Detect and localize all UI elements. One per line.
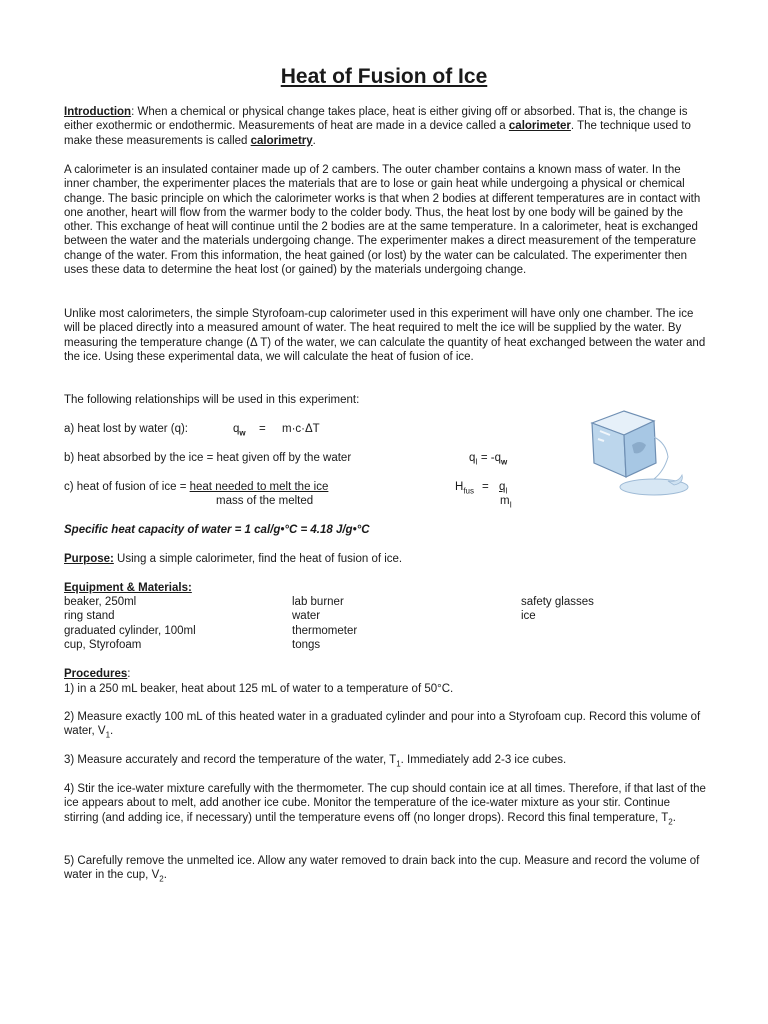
step-2-end: . xyxy=(110,725,114,738)
relation-b-qw-sub: w xyxy=(500,457,508,467)
relation-c-q xyxy=(499,480,512,494)
step-2-sub: 1 xyxy=(105,730,111,740)
step-4-end: . xyxy=(672,811,676,824)
equipment-item: ice xyxy=(521,610,536,623)
relation-a-q-sub: w xyxy=(239,428,246,438)
purpose-text: Using a simple calorimeter, find the heat of fusion of ice. xyxy=(113,553,403,565)
procedures-colon: : xyxy=(127,668,131,680)
relation-c-m-symbol: m xyxy=(500,495,510,507)
ice-cube-icon xyxy=(584,407,692,499)
relation-c-denominator: mass of the melted xyxy=(216,495,314,507)
equipment-item: ring stand xyxy=(64,610,115,623)
relation-b-q: q xyxy=(469,452,476,464)
equipment-item: thermometer xyxy=(292,624,358,637)
intro-text-3: . xyxy=(312,134,316,147)
relation-c-equals: = xyxy=(482,481,489,493)
relation-b-formula xyxy=(469,451,507,465)
intro-paragraph xyxy=(64,105,706,148)
equipment-item: safety glasses xyxy=(521,596,594,608)
equipment-column-2 xyxy=(292,595,357,652)
equipment-column-3 xyxy=(521,595,594,624)
relations-intro: The following relationships will be used in this experiment: xyxy=(64,394,360,406)
step-3-end: . Immediately add 2-3 ice cubes. xyxy=(400,754,567,766)
equipment-heading: Equipment & Materials: xyxy=(64,582,192,594)
relation-c-q-sub: I xyxy=(505,486,508,496)
relation-c-text: c) heat of fusion of ice = xyxy=(64,481,190,493)
step-5-text: 5) Carefully remove the unmelted ice. Allow any water removed to drain back into the cup. Measure and record the volume of water in the cup, V xyxy=(64,855,700,882)
relation-a-label: a) heat lost by water (q): xyxy=(64,423,188,435)
step-2-text: 2) Measure exactly 100 mL of this heated water in a graduated cylinder and pour into a Styrofoam cup. Record this volume of water, V xyxy=(64,711,701,738)
relation-a-q xyxy=(233,422,246,436)
calorimeter-paragraph: A calorimeter is an insulated container made up of 2 cambers. The outer chamber contains a known mass of water. In the inner chamber, the experimenter places the materials that are to lose or gain heat while undergoing a physical or chemical change. The basic principle on which the calorimeter works is that when 2 bodies at different temperatures are in contact with one another, heart will flow from the warmer body to the colder body. Thus, the heat lost by one body will be gained by the other. This exchange of heat will continue until the 2 bodies are at the same temperature. In a calorimeter, heat is exchanged between the water and the materials undergoing change. The experimenter makes a direct measurement of the temperature change of the water. From this information, the heat gained (or lost) by the water can be calculated. The experimenter then uses these data to determine the heat lost (or gained) by the materials undergoing change. xyxy=(64,164,701,277)
equipment-item: water xyxy=(292,610,321,623)
equipment-item: lab burner xyxy=(292,596,344,608)
page-title: Heat of Fusion of Ice xyxy=(280,65,488,88)
procedure-step-3 xyxy=(64,753,706,767)
relation-a-equals: = xyxy=(259,423,266,435)
step-3-text: 3) Measure accurately and record the temperature of the water, T xyxy=(64,754,397,766)
relation-c-h-sub: fus xyxy=(463,486,474,496)
relation-c-m xyxy=(500,494,512,508)
equipment-item: graduated cylinder, 100ml xyxy=(64,624,196,637)
relation-c-h-symbol: H xyxy=(455,481,464,493)
relation-c-m-sub: I xyxy=(509,500,512,510)
step-4-sub: 2 xyxy=(668,816,673,826)
specific-heat-line: Specific heat capacity of water = 1 cal/g•°C = 4.18 J/g•°C xyxy=(64,524,370,536)
equipment-item: tongs xyxy=(292,638,321,651)
relation-a-rhs: m·c·ΔT xyxy=(282,423,320,435)
relation-c-q-symbol: q xyxy=(499,481,506,493)
procedure-step-4 xyxy=(64,782,706,825)
calorimetry-term: calorimetry xyxy=(250,134,313,147)
relation-b-label: b) heat absorbed by the ice = heat given off by the water xyxy=(64,452,352,464)
calorimeter-term: calorimeter xyxy=(508,120,571,133)
styrofoam-paragraph: Unlike most calorimeters, the simple Styrofoam-cup calorimeter used in this experiment will have only one chamber. The ice will be placed directly into a measured amount of water. The heat required to melt the ice will be supplied by the water. By measuring the temperature change (Δ T) of the water, we can calculate the quantity of heat exchanged between the water and the ice. Using these experimental data, we will calculate the heat of fusion of ice. xyxy=(64,308,706,363)
equipment-item: cup, Styrofoam xyxy=(64,638,142,651)
procedures-heading xyxy=(64,667,130,681)
intro-text-2: . The technique used to make these measurements is called xyxy=(64,120,691,147)
intro-text-1: : When a chemical or physical change takes place, heat is either giving off or absorbed. That is, the change is either exothermic or endothermic. Measurements of heat are made in a device called a xyxy=(64,106,688,133)
intro-label: Introduction xyxy=(64,106,132,118)
step-3-sub: 1 xyxy=(396,759,401,769)
step-4-text: 4) Stir the ice-water mixture carefully with the thermometer. The cup should contain ice at all times. Therefore, if that last of the ice appears about to melt, add another ice cube. Monitor the temperature of the ice-water mixture as your stir. Continue stirring (and adding ice, if necessary) until the temperature evens off (no longer drops). Record this final temperature, T xyxy=(64,783,706,824)
relation-b-q-sub: I xyxy=(475,457,478,467)
purpose-line xyxy=(64,552,706,566)
step-5-end: . xyxy=(163,869,167,882)
relation-a-q-symbol: q xyxy=(233,423,240,435)
procedure-step-5 xyxy=(64,854,706,883)
step-5-sub: 2 xyxy=(159,874,164,884)
relation-c-h xyxy=(455,480,474,494)
relation-c-numerator: heat needed to melt the ice xyxy=(189,481,329,493)
procedure-step-2 xyxy=(64,710,706,739)
equipment-item: beaker, 250ml xyxy=(64,596,137,608)
procedures-heading-text: Procedures xyxy=(64,668,128,680)
equipment-column-1 xyxy=(64,595,196,652)
purpose-label: Purpose: xyxy=(64,553,114,565)
relation-c-label xyxy=(64,480,328,494)
procedure-step-1: 1) in a 250 mL beaker, heat about 125 mL of water to a temperature of 50°C. xyxy=(64,683,454,695)
relation-b-mid: = -q xyxy=(477,452,501,464)
